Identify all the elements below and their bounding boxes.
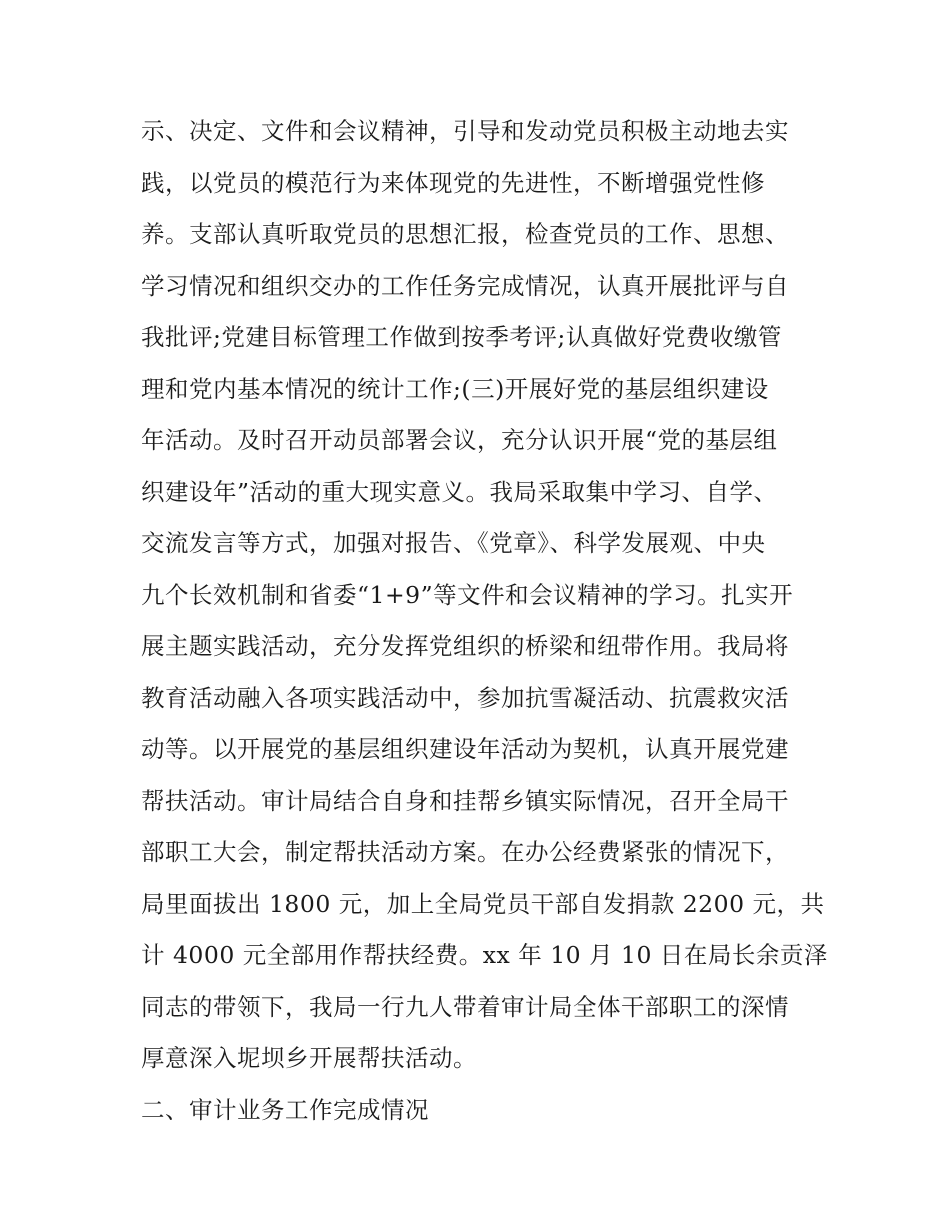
- text-line: 践，以党员的模范行为来体现党的先进性，不断增强党性修: [141, 168, 765, 197]
- document-body: [141, 106, 828, 1136]
- text-line: 局里面拔出 1800 元，加上全局党员干部自发捐款 2200 元，共: [141, 889, 825, 918]
- text-line: 示、决定、文件和会议精神，引导和发动党员积极主动地去实: [141, 117, 789, 145]
- text-line: 织建设年”活动的重大现实意义。我局采取集中学习、自学、: [141, 477, 778, 506]
- text-line: 动等。以开展党的基层组织建设年活动为契机，认真开展党建: [141, 735, 789, 763]
- text-line: 理和党内基本情况的统计工作;(三)开展好党的基层组织建设: [141, 374, 769, 403]
- text-line: 我批评;党建目标管理工作做到按季考评;认真做好党费收缴管: [141, 323, 782, 351]
- text-line: 九个长效机制和省委“1+9”等文件和会议精神的学习。扎实开: [141, 580, 794, 609]
- text-line: 交流发言等方式，加强对报告、《党章》、科学发展观、中央: [141, 529, 766, 557]
- text-line: 展主题实践活动，充分发挥党组织的桥梁和纽带作用。我局将: [141, 632, 789, 660]
- text-line: 帮扶活动。审计局结合自身和挂帮乡镇实际情况，召开全局干: [141, 786, 789, 815]
- text-line: 厚意深入坭坝乡开展帮扶活动。: [141, 1044, 477, 1072]
- section-heading: 二、审计业务工作完成情况: [141, 1095, 429, 1124]
- text-line: 年活动。及时召开动员部署会议，充分认识开展“党的基层组: [141, 426, 778, 454]
- text-line: 教育活动融入各项实践活动中，参加抗雪凝活动、抗震救灾活: [141, 683, 789, 712]
- text-line: 计 4000 元全部用作帮扶经费。xx 年 10 月 10 日在局长余贡泽: [141, 941, 828, 969]
- text-line: 学习情况和组织交办的工作任务完成情况，认真开展批评与自: [141, 271, 789, 300]
- text-line: 养。支部认真听取党员的思想汇报，检查党员的工作、思想、: [141, 220, 789, 248]
- text-line: 部职工大会，制定帮扶活动方案。在办公经费紧张的情况下，: [141, 838, 789, 866]
- text-line: 同志的带领下，我局一行九人带着审计局全体干部职工的深情: [141, 992, 789, 1021]
